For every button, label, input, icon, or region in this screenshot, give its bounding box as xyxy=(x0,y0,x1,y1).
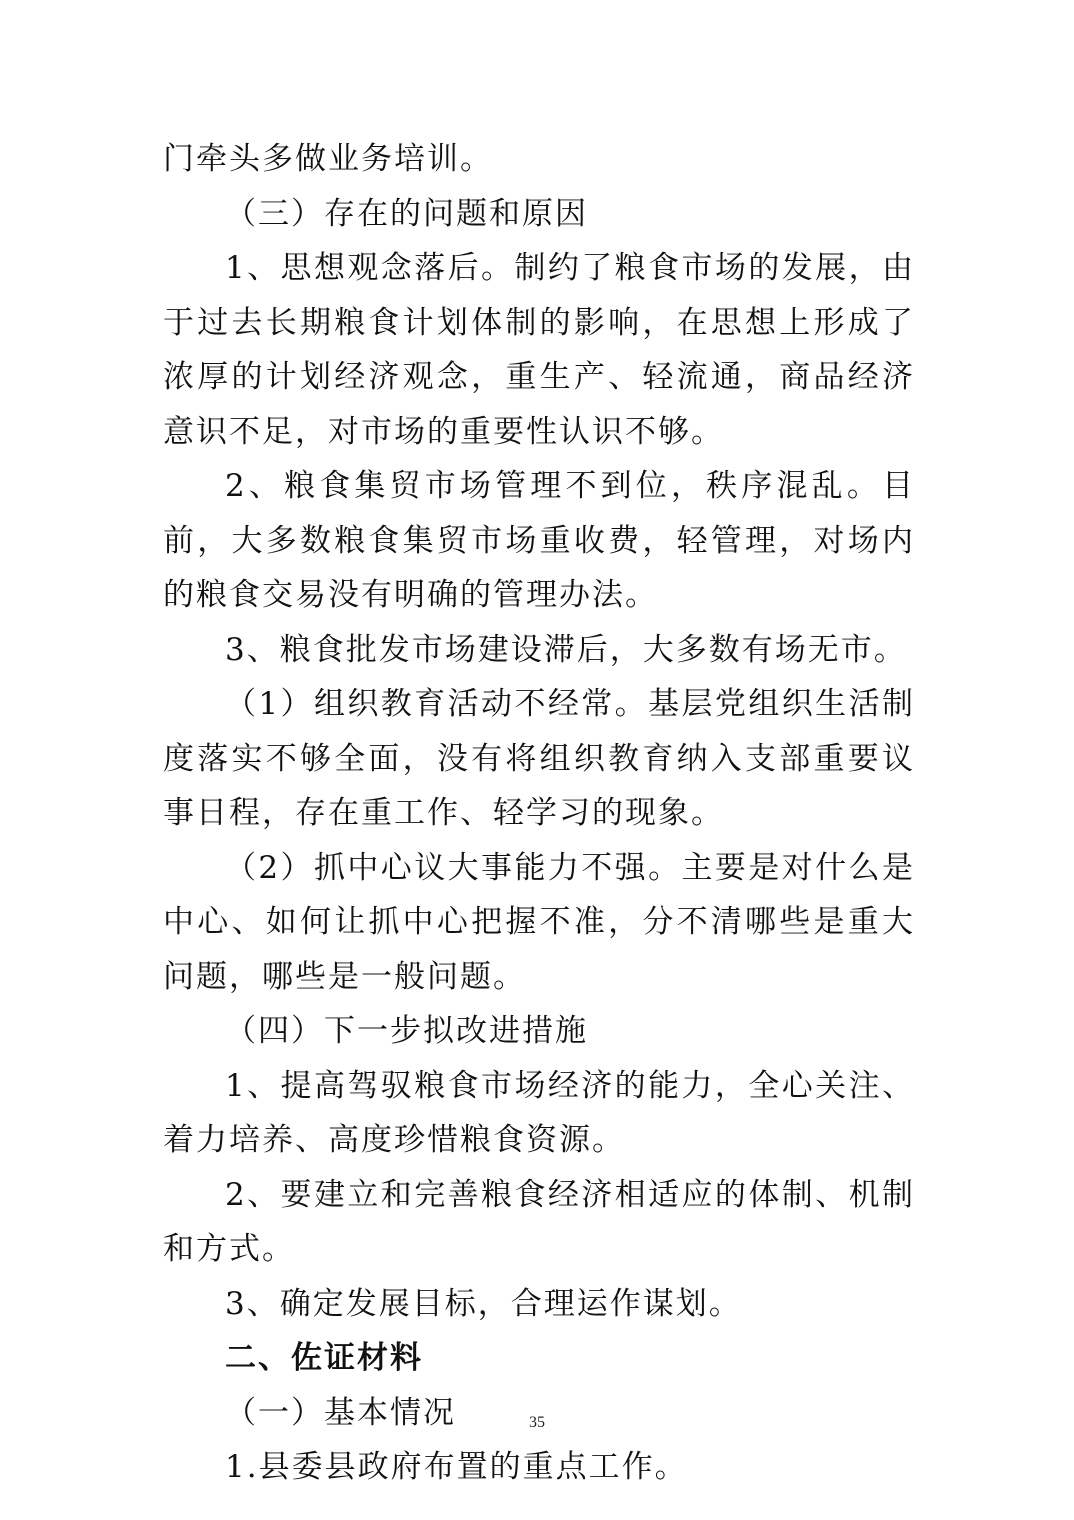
paragraph-1: 门牵头多做业务培训。 xyxy=(163,141,493,177)
chapter-heading-evidence: 二、佐证材料 xyxy=(225,1340,423,1376)
paragraph-problem-2: 2、粮食集贸市场管理不到位，秩序混乱。目前，大多数粮食集贸市场重收费，轻管理，对场内的粮食交易没有明确的管理办法。 xyxy=(163,468,915,613)
paragraph-subitem-2: （2）抓中心议大事能力不强。主要是对什么是中心、如何让抓中心把握不准，分不清哪些是重大问题，哪些是一般问题。 xyxy=(163,849,915,995)
paragraph-problem-1: 1、思想观念落后。制约了粮食市场的发展，由于过去长期粮食计划体制的影响，在思想上形成了浓厚的计划经济观念，重生产、轻流通，商品经济意识不足，对市场的重要性认识不够。 xyxy=(163,250,915,450)
section-heading-1: （一）基本情况 xyxy=(225,1394,456,1431)
paragraph-evidence-1: 1.县委县政府布置的重点工作。 xyxy=(225,1449,688,1485)
paragraph-subitem-1: （1）组织教育活动不经常。基层党组织生活制度落实不够全面，没有将组织教育纳入支部重要议事日程，存在重工作、轻学习的现象。 xyxy=(163,686,915,831)
section-heading-3: （三）存在的问题和原因 xyxy=(225,195,588,232)
paragraph-problem-3: 3、粮食批发市场建设滞后，大多数有场无市。 xyxy=(225,631,907,668)
body-text xyxy=(163,132,915,1495)
page-number: 35 xyxy=(529,1414,545,1431)
section-heading-4: （四）下一步拟改进措施 xyxy=(225,1013,588,1049)
paragraph-measure-1: 1、提高驾驭粮食市场经济的能力，全心关注、着力培养、高度珍惜粮食资源。 xyxy=(163,1067,915,1158)
paragraph-measure-3: 3、确定发展目标，合理运作谋划。 xyxy=(225,1285,742,1322)
paragraph-measure-2: 2、要建立和完善粮食经济相适应的体制、机制和方式。 xyxy=(163,1176,915,1267)
